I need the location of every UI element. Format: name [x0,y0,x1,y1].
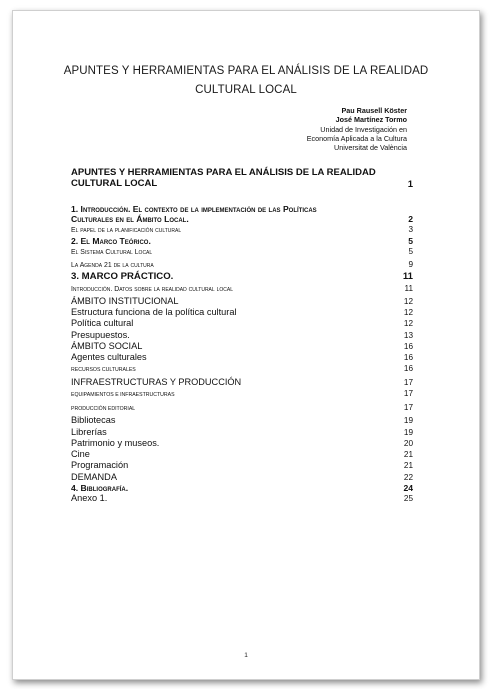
toc-entry[interactable] [71,483,413,493]
author-name: José Martínez Tormo [335,115,407,125]
toc-entry-label: 2. El Marco Teórico. [71,236,151,247]
toc-entry-label: DEMANDA [71,471,117,482]
toc-entry-page: 17 [403,389,413,399]
toc-heading-line2: CULTURAL LOCAL [71,177,158,189]
toc-entry-list [71,224,413,504]
toc-entry-page: 16 [403,364,413,374]
toc-entry-page: 12 [403,319,413,329]
toc-entry-label: Cine [71,449,90,460]
toc-entry[interactable] [71,388,413,402]
toc-entry-page: 21 [403,450,413,460]
toc-entry-page: 11 [402,271,413,283]
toc-entry-label: Anexo 1. [71,492,108,503]
toc-entry-intro-line1: 1. Introducción. El contexto de la implementación de las Políticas [71,204,317,214]
toc-entry-label: El papel de la planificación cultural [71,227,182,234]
document-title-line2: CULTURAL LOCAL [195,84,297,96]
toc-entry-page: 9 [408,259,413,269]
toc-entry-page: 19 [403,427,413,437]
toc-entry-page: 5 [408,236,413,247]
toc-entry-page: 24 [403,482,413,493]
toc-entry[interactable] [71,259,413,271]
table-of-contents [71,204,413,504]
toc-entry-label: Política cultural [71,318,134,329]
toc-entry-page: 12 [403,296,413,306]
toc-entry-label: 3. MARCO PRÁCTICO. [71,271,174,283]
affiliation-line: Economía Aplicada a la Cultura [306,133,407,143]
toc-entry[interactable] [71,296,413,307]
toc-entry-page: 5 [408,247,413,257]
toc-entry[interactable] [71,236,413,246]
toc-entry-label: 4. Bibliografía. [71,482,129,493]
toc-entry[interactable] [71,402,413,416]
toc-entry-page: 25 [403,493,413,503]
toc-entry-label: Agentes culturales [71,352,147,363]
toc-entry[interactable] [71,449,413,460]
toc-entry-label: INFRAESTRUCTURAS Y PRODUCCIÓN [71,376,242,387]
toc-entry-label: Patrimonio y museos. [71,437,160,448]
toc-heading-page: 1 [407,179,413,190]
toc-entry[interactable] [71,330,413,341]
toc-entry-page: 22 [403,472,413,482]
toc-entry[interactable] [71,318,413,329]
toc-entry-page: 17 [403,377,413,387]
toc-entry[interactable] [71,460,413,471]
toc-entry[interactable] [71,377,413,388]
toc-entry[interactable] [71,415,413,426]
toc-entry[interactable] [71,493,413,504]
toc-entry-label: Librerías [71,426,107,437]
toc-entry[interactable] [71,472,413,483]
toc-entry-page: 16 [403,341,413,351]
toc-heading-line1: APUNTES Y HERRAMIENTAS PARA EL ANÁLISIS DE LA REALIDAD [71,167,376,178]
toc-entry-page: 17 [403,402,413,412]
toc-entry-label: Estructura funciona de la política cultural [71,306,237,317]
toc-entry-label: Introducción. Datos sobre la realidad cultural local [71,286,233,294]
toc-entry-page: 2 [408,214,413,224]
toc-entry-label: Programación [71,460,129,471]
page-number: 1 [244,652,248,659]
toc-entry-page: 21 [403,461,413,471]
toc-entry-label: PRODUCCIÓN EDITORIAL [71,405,136,412]
toc-entry-label: RECURSOS CULTURALES [71,367,136,374]
author-block [307,106,407,152]
toc-entry[interactable] [71,363,413,377]
toc-entry[interactable] [71,341,413,352]
toc-heading [71,168,413,189]
toc-entry-page: 13 [403,330,413,340]
toc-entry-label: Bibliotecas [71,415,116,426]
toc-entry-page: 16 [403,353,413,363]
toc-entry-label: EQUIPAMIENTOS E INFRAESTRUCTURAS [71,392,175,399]
toc-entry-intro[interactable] [71,204,413,224]
toc-entry-page: 12 [403,307,413,317]
toc-entry[interactable] [71,352,413,363]
toc-entry-intro-line2: Culturales en el Ámbito Local. [71,214,189,224]
toc-entry-label: El Sistema Cultural Local [71,249,153,257]
document-title-line1: APUNTES Y HERRAMIENTAS PARA EL ANÁLISIS DE LA REALIDAD [63,65,429,77]
affiliation-line: Universitat de València [334,143,407,153]
toc-entry[interactable] [71,246,413,258]
toc-entry-page: 20 [403,438,413,448]
toc-entry[interactable] [71,438,413,449]
toc-entry-label: Presupuestos. [71,329,130,340]
toc-entry[interactable] [71,307,413,318]
toc-entry-page: 11 [404,284,413,294]
affiliation-line: Unidad de Investigación en [320,124,407,134]
toc-entry-label: ÁMBITO SOCIAL [71,340,143,351]
toc-entry[interactable] [71,224,413,236]
author-name: Pau Rausell Köster [341,106,407,115]
toc-entry-page: 3 [408,225,413,234]
toc-entry[interactable] [71,283,413,295]
document-page [12,10,480,680]
toc-entry[interactable] [71,427,413,438]
toc-entry-page: 19 [403,416,413,426]
toc-entry[interactable] [71,271,413,283]
toc-entry-label: La Agenda 21 de la cultura [71,261,154,269]
toc-entry-label: ÁMBITO INSTITUCIONAL [71,295,179,306]
